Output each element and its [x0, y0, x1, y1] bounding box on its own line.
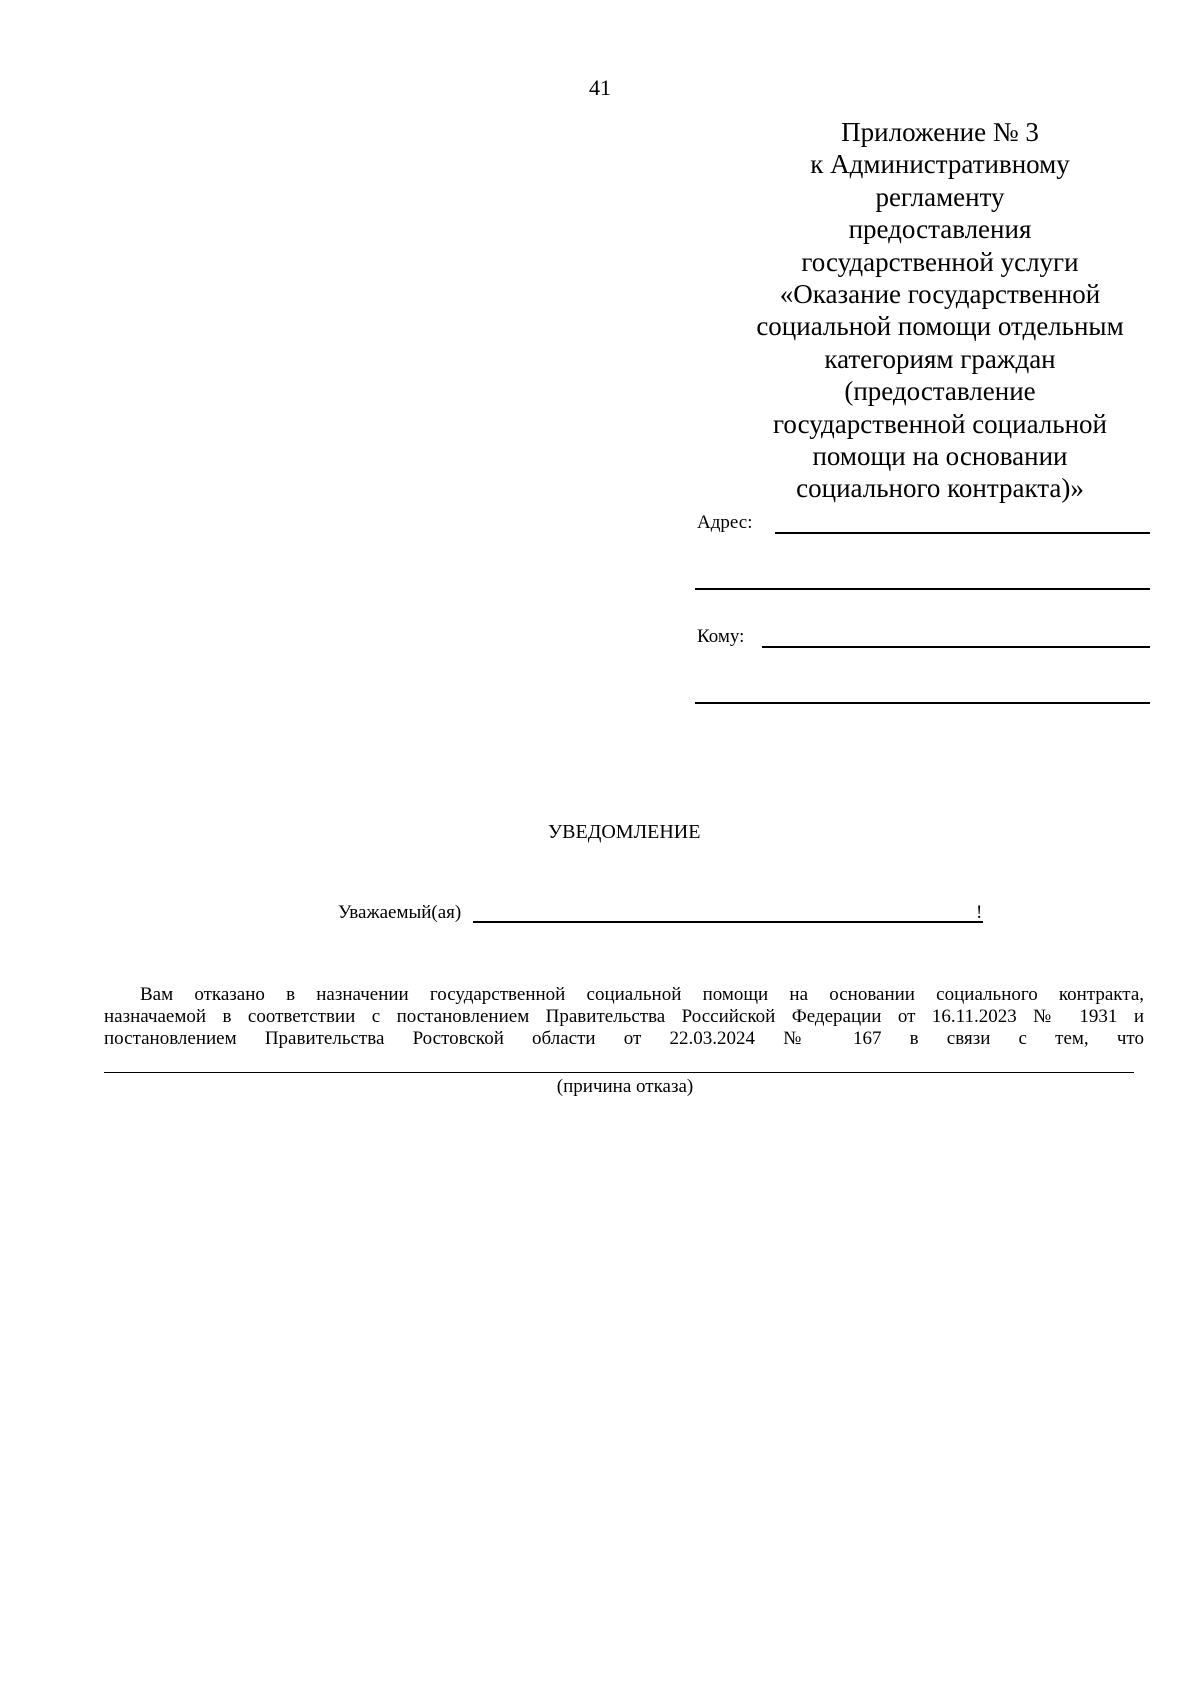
- appendix-line: государственной социальной: [773, 408, 1107, 439]
- address-label: Адрес:: [697, 512, 753, 533]
- to-label: Кому:: [697, 626, 745, 647]
- appendix-header: [740, 116, 1140, 505]
- page-number: 41: [589, 75, 611, 100]
- notice-body: [104, 984, 1144, 1050]
- address-field-line-2[interactable]: [695, 588, 1150, 590]
- salutation-suffix: !: [976, 902, 983, 923]
- notice-title: УВЕДОМЛЕНИЕ: [548, 821, 701, 843]
- appendix-line: социальной помощи отдельным: [756, 311, 1124, 342]
- appendix-line: Приложение № 3: [841, 117, 1039, 147]
- appendix-line: государственной услуги: [801, 246, 1079, 277]
- reason-field[interactable]: [104, 1072, 1134, 1073]
- appendix-line: к Административному: [810, 149, 1070, 180]
- appendix-line: социального контракта)»: [796, 473, 1084, 504]
- salutation-prefix: Уважаемый(ая): [338, 902, 462, 923]
- notice-body-line: Вам отказано в назначении государственной социальной помощи на основании социального контракта,: [140, 984, 1144, 1005]
- address-field-line-1[interactable]: [775, 532, 1150, 534]
- salutation-name-field[interactable]: [473, 921, 983, 923]
- appendix-line: помощи на основании: [812, 441, 1068, 472]
- to-field-line-1[interactable]: [762, 646, 1150, 648]
- appendix-line: регламенту: [875, 181, 1005, 212]
- reason-caption: (причина отказа): [556, 1076, 694, 1097]
- to-field-line-2[interactable]: [695, 702, 1150, 704]
- appendix-line: категориям граждан: [824, 343, 1056, 374]
- notice-body-line: постановлением Правительства Ростовской области от 22.03.2024 № 167 в связи с тем, что: [104, 1028, 1144, 1049]
- appendix-line: «Оказание государственной: [779, 279, 1101, 310]
- appendix-line: (предоставление: [844, 376, 1036, 407]
- appendix-line: предоставления: [848, 214, 1032, 245]
- notice-body-line: назначаемой в соответствии с постановлением Правительства Российской Федерации от 16.11.2023 № 1931 и: [104, 1006, 1144, 1027]
